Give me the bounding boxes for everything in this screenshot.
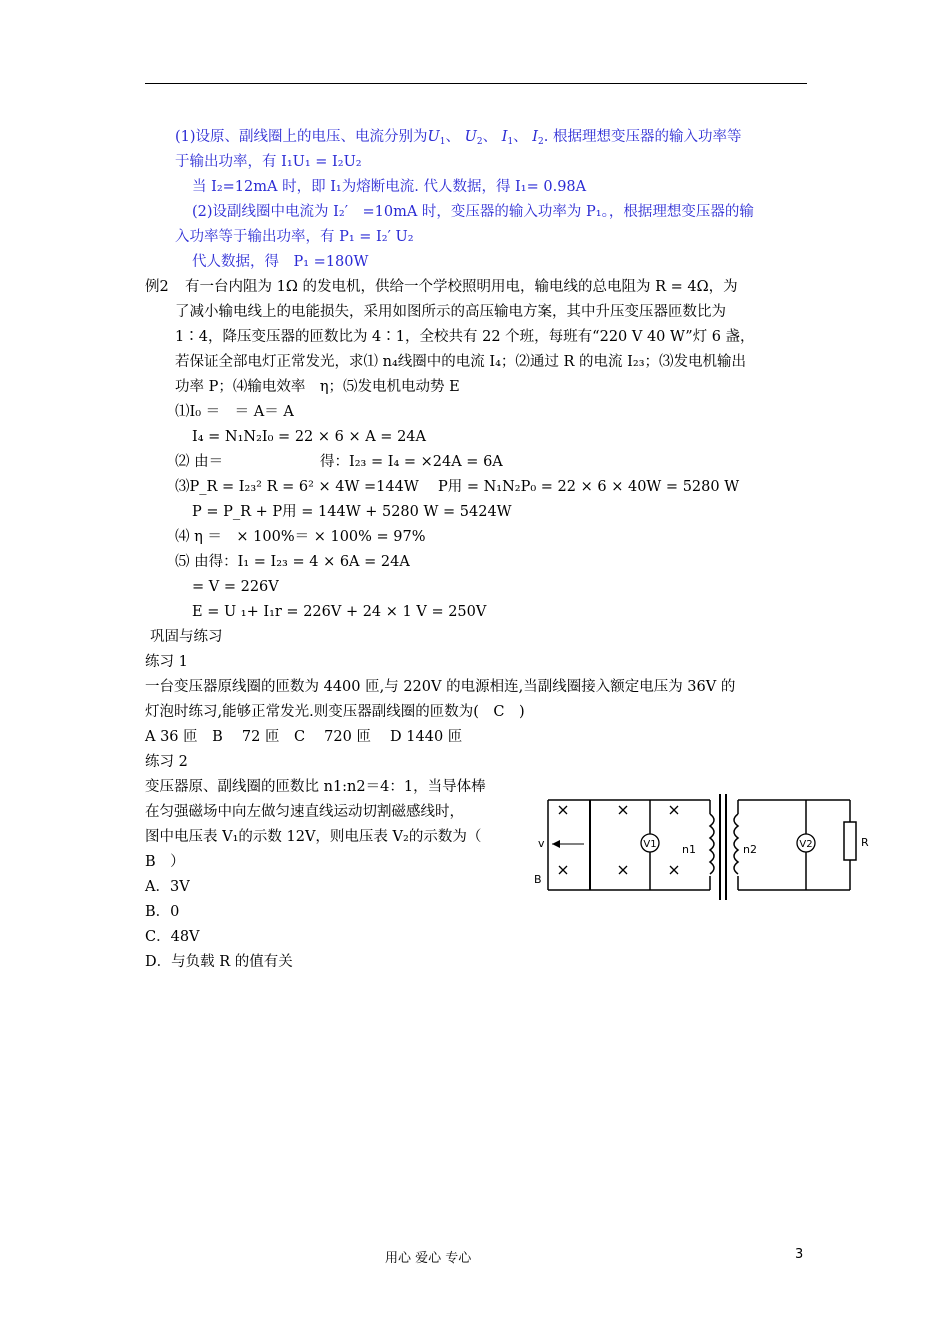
page-footer: 用心 爱心 专心 [385, 1251, 472, 1266]
field-b-label: B [534, 873, 542, 886]
velocity-label: v [538, 837, 545, 850]
example2-step5: P = P_R + P用 = 144W + 5280 W = 5424W [192, 504, 512, 520]
example2-line3: 1∶4，降压变压器的匝数比为 4∶1，全校共有 22 个班，每班有“220 V 40 W”灯 6 盏， [175, 329, 755, 345]
n1-label: n1 [682, 843, 696, 856]
example2-step3b: 得：I₂₃ = I₄ = ×24A = 6A [320, 454, 503, 470]
exercise2-option-d: D．与负载 R 的值有关 [145, 954, 293, 970]
exercise2-option-b: B．0 [145, 904, 180, 920]
transformer-circuit-figure [530, 790, 875, 905]
magnetic-field-crosses [559, 806, 678, 874]
example2-step7: ⑸ 由得：I₁ = I₂₃ = 4 × 6A = 24A [175, 554, 410, 570]
solution1-line5: 入功率等于输出功率，有 P₁ = I₂′ U₂ [175, 229, 414, 245]
example2-step3a: ⑵ 由＝ [175, 454, 224, 470]
exercise1-line1: 一台变压器原线圈的匝数为 4400 匝,与 220V 的电源相连,当副线圈接入额定电压为 36V 的 [145, 679, 736, 695]
exercise2-line4: B ） [145, 854, 185, 870]
practice-heading: 巩固与练习 [150, 629, 223, 645]
n2-label: n2 [743, 843, 757, 856]
exercise1-title: 练习 1 [145, 654, 188, 670]
example2-step6: ⑷ η ＝ × 100%＝ × 100% = 97% [175, 529, 426, 545]
exercise2-option-a: A．3V [145, 879, 190, 895]
exercise2-title: 练习 2 [145, 754, 188, 770]
header-rule [145, 83, 807, 84]
example2-step1: ⑴I₀ ＝ ＝ A＝ A [175, 404, 294, 420]
solution1-line4: (2)设副线圈中电流为 I₂′ =10mA 时，变压器的输入功率为 P₁。，根据理想变压器的输 [192, 204, 754, 220]
exercise2-line3: 图中电压表 V₁的示数 12V，则电压表 V₂的示数为（ [145, 829, 482, 845]
example2-line5: 功率 P；⑷输电效率 η；⑸发电机电动势 E [175, 379, 460, 395]
example2-step4b: P用 = N₁N₂P₀ = 22 × 6 × 40W = 5280 W [438, 479, 740, 495]
example2-step4a: ⑶P_R = I₂₃² R = 6² × 4W =144W [175, 479, 419, 495]
resistor-r-label: R [861, 836, 869, 849]
example2-step2: I₄ = N₁N₂I₀ = 22 × 6 × A = 24A [192, 429, 426, 445]
page-number: 3 [795, 1247, 804, 1262]
voltmeter-v2-label: V2 [799, 839, 813, 850]
voltmeter-v1-label: V1 [643, 839, 657, 850]
solution1-line1: (1)设原、副线圈上的电压、电流分别为$U_1$、 $U_2$、 $I_1$、 $I_2$. 根据理想变压器的输入功率等 [175, 129, 742, 147]
solution1-line2: 于输出功率，有 I₁U₁ = I₂U₂ [175, 154, 362, 170]
example2-line4: 若保证全部电灯正常发光，求⑴ n₄线圈中的电流 I₄；⑵通过 R 的电流 I₂₃；⑶发电机输出 [175, 354, 747, 370]
example2-line1: 有一台内阻为 1Ω 的发电机，供给一个学校照明用电，输电线的总电阻为 R = 4Ω，为 [185, 279, 738, 295]
example2-line2: 了减小输电线上的电能损失，采用如图所示的高压输电方案，其中升压变压器匝数比为 [175, 304, 726, 320]
exercise1-options: A 36 匝 B 72 匝 C 720 匝 D 1440 匝 [145, 729, 463, 745]
exercise2-line2: 在匀强磁场中向左做匀速直线运动切割磁感线时， [145, 804, 464, 820]
solution1-line6: 代人数据，得 P₁ =180W [192, 254, 369, 270]
exercise2-line1: 变压器原、副线圈的匝数比 n1:n2＝4：1，当导体棒 [145, 779, 486, 795]
exercise1-line2: 灯泡时练习,能够正常发光.则变压器副线圈的匝数为( C ) [145, 704, 525, 720]
exercise2-option-c: C．48V [145, 929, 200, 945]
example2-step9: E = U ₁+ I₁r = 226V + 24 × 1 V = 250V [192, 604, 487, 620]
example2-step8: = V = 226V [192, 579, 279, 595]
example2-label: 例2 [145, 279, 169, 295]
solution1-line3: 当 I₂=12mA 时，即 I₁为熔断电流. 代人数据，得 I₁= 0.98A [192, 179, 587, 195]
